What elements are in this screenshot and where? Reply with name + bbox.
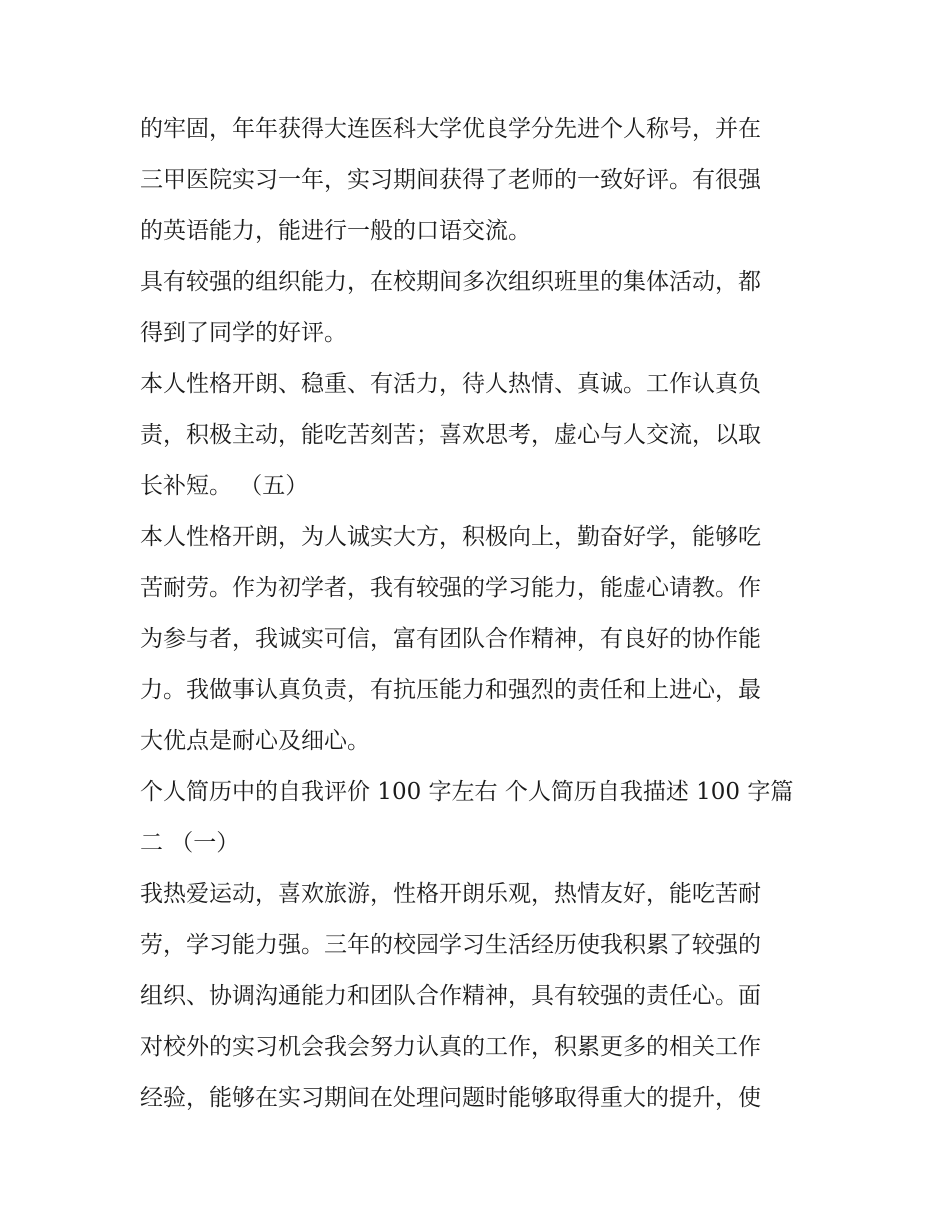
text-line: 三甲医院实习一年，实习期间获得了老师的一致好评。有很强: [140, 167, 761, 193]
text-line: 责，积极主动，能吃苦刻苦；喜欢思考，虚心与人交流，以取: [140, 422, 761, 448]
text-line: 长补短。 （五）: [140, 473, 309, 499]
text-line: 的英语能力，能进行一般的口语交流。: [140, 218, 531, 244]
section-heading-line: 个人简历中的自我评价 100 字左右 个人简历自我描述 100 字篇: [140, 779, 794, 805]
text-line: 经验，能够在实习期间在处理问题时能够取得重大的提升，使: [140, 1085, 761, 1111]
text-line: 苦耐劳。作为初学者，我有较强的学习能力，能虚心请教。作: [140, 575, 761, 601]
text-line: 本人性格开朗、稳重、有活力，待人热情、真诚。工作认真负: [140, 371, 761, 397]
text-line: 我热爱运动，喜欢旅游，性格开朗乐观，热情友好，能吃苦耐: [140, 881, 761, 907]
section-heading-line: 二 （一）: [140, 830, 240, 856]
text-line: 对校外的实习机会我会努力认真的工作，积累更多的相关工作: [140, 1034, 761, 1060]
text-line: 本人性格开朗，为人诚实大方，积极向上，勤奋好学，能够吃: [140, 524, 761, 550]
text-line: 得到了同学的好评。: [140, 320, 347, 346]
text-line: 力。我做事认真负责，有抗压能力和强烈的责任和上进心，最: [140, 677, 761, 703]
text-line: 为参与者，我诚实可信，富有团队合作精神，有良好的协作能: [140, 626, 761, 652]
text-line: 组织、协调沟通能力和团队合作精神，具有较强的责任心。面: [140, 983, 761, 1009]
text-line: 劳，学习能力强。三年的校园学习生活经历使我积累了较强的: [140, 932, 761, 958]
text-line: 大优点是耐心及细心。: [140, 728, 370, 754]
text-line: 具有较强的组织能力，在校期间多次组织班里的集体活动，都: [140, 269, 761, 295]
document-page: [140, 104, 812, 1124]
text-line: 的牢固，年年获得大连医科大学优良学分先进个人称号，并在: [140, 116, 761, 142]
